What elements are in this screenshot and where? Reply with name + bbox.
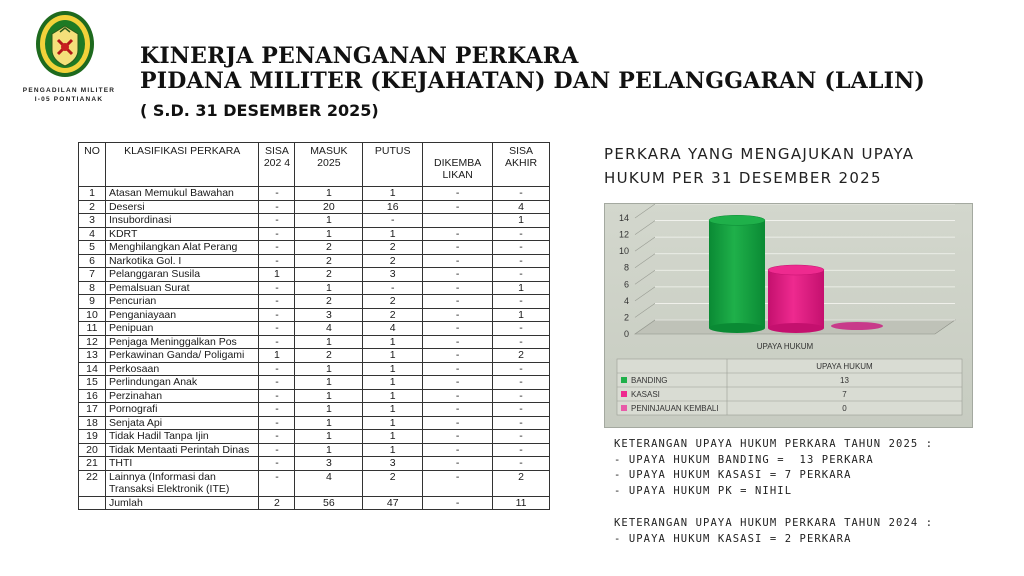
cell-putus: 2 bbox=[363, 470, 423, 496]
cell-putus: 4 bbox=[363, 322, 423, 336]
cell-dikembalikan: - bbox=[423, 416, 493, 430]
legend-label: KASASI bbox=[631, 390, 660, 399]
cell-sisa-akhir: 2 bbox=[493, 349, 550, 363]
cell-klasifikasi: Pornografi bbox=[105, 403, 259, 417]
cell-klasifikasi: Senjata Api bbox=[105, 416, 259, 430]
cell-sisa-2024: - bbox=[259, 281, 295, 295]
gridline-diag bbox=[635, 237, 655, 251]
table-row bbox=[79, 362, 550, 376]
cell-no: 1 bbox=[79, 187, 106, 201]
logo-caption-line-2: I-05 PONTIANAK bbox=[34, 96, 104, 103]
cell-dikembalikan: - bbox=[423, 187, 493, 201]
cell-no bbox=[79, 496, 106, 510]
cell-sisa-akhir: - bbox=[493, 335, 550, 349]
cell-putus: 3 bbox=[363, 268, 423, 282]
cell-dikembalikan: - bbox=[423, 227, 493, 241]
note-2025-pk: - UPAYA HUKUM PK = NIHIL bbox=[614, 484, 793, 497]
cell-masuk: 1 bbox=[295, 430, 363, 444]
cell-dikembalikan: - bbox=[423, 281, 493, 295]
cell-klasifikasi: Tidak Hadil Tanpa Ijin bbox=[105, 430, 259, 444]
cell-no: 13 bbox=[79, 349, 106, 363]
cell-sisa-2024: 2 bbox=[259, 496, 295, 510]
court-emblem-logo bbox=[34, 10, 96, 80]
cell-dikembalikan: - bbox=[423, 200, 493, 214]
cell-putus: 1 bbox=[363, 376, 423, 390]
chart-heading bbox=[604, 142, 914, 190]
legend-swatch bbox=[621, 391, 627, 397]
cell-sisa-akhir: 2 bbox=[493, 470, 550, 496]
cell-masuk: 1 bbox=[295, 403, 363, 417]
bar-peninjauan-kembali bbox=[831, 322, 883, 330]
cell-sisa-2024: - bbox=[259, 443, 295, 457]
chart-panel bbox=[604, 203, 973, 428]
cell-masuk: 4 bbox=[295, 470, 363, 496]
cell-sisa-2024: 1 bbox=[259, 268, 295, 282]
cell-no: 9 bbox=[79, 295, 106, 309]
cell-klasifikasi: Menghilangkan Alat Perang bbox=[105, 241, 259, 255]
cell-sisa-2024: - bbox=[259, 308, 295, 322]
cell-klasifikasi: Perlindungan Anak bbox=[105, 376, 259, 390]
cell-sisa-akhir: - bbox=[493, 268, 550, 282]
cell-no: 4 bbox=[79, 227, 106, 241]
cell-masuk: 1 bbox=[295, 389, 363, 403]
table-row bbox=[79, 227, 550, 241]
table-row bbox=[79, 200, 550, 214]
table-row bbox=[79, 470, 550, 496]
cell-putus: 16 bbox=[363, 200, 423, 214]
cell-sisa-akhir: - bbox=[493, 187, 550, 201]
cell-sisa-2024: - bbox=[259, 403, 295, 417]
cell-sisa-akhir: - bbox=[493, 389, 550, 403]
cell-klasifikasi: Pelanggaran Susila bbox=[105, 268, 259, 282]
y-tick-label: 6 bbox=[623, 279, 629, 290]
cell-dikembalikan: - bbox=[423, 403, 493, 417]
header-putus: PUTUS bbox=[363, 143, 423, 187]
cell-sisa-akhir: - bbox=[493, 254, 550, 268]
cell-sisa-2024: - bbox=[259, 457, 295, 471]
data-table-value: 0 bbox=[842, 404, 847, 413]
cell-sisa-2024: - bbox=[259, 362, 295, 376]
cell-no: 10 bbox=[79, 308, 106, 322]
gridline-diag bbox=[635, 254, 655, 268]
cell-sisa-2024: - bbox=[259, 200, 295, 214]
gridline-diag bbox=[635, 204, 655, 218]
note-2025-banding: - UPAYA HUKUM BANDING = 13 PERKARA bbox=[614, 453, 874, 466]
cell-no: 12 bbox=[79, 335, 106, 349]
table-row bbox=[79, 416, 550, 430]
note-2025-heading: KETERANGAN UPAYA HUKUM PERKARA TAHUN 2025 : bbox=[614, 438, 934, 450]
table-row bbox=[79, 322, 550, 336]
page-title-line-2: PIDANA MILITER (KEJAHATAN) DAN PELANGGARAN (LALIN) bbox=[140, 68, 926, 94]
cell-masuk: 3 bbox=[295, 457, 363, 471]
cell-no: 14 bbox=[79, 362, 106, 376]
cell-sisa-2024: - bbox=[259, 416, 295, 430]
cell-no: 16 bbox=[79, 389, 106, 403]
gridline-diag bbox=[635, 303, 655, 317]
cell-sisa-2024: - bbox=[259, 241, 295, 255]
logo-caption bbox=[14, 86, 124, 104]
cell-no: 22 bbox=[79, 470, 106, 496]
cell-sisa-2024: - bbox=[259, 430, 295, 444]
cell-putus: - bbox=[363, 281, 423, 295]
cell-putus: 1 bbox=[363, 416, 423, 430]
cell-no: 7 bbox=[79, 268, 106, 282]
y-tick-label: 0 bbox=[623, 329, 629, 339]
header-sisa-2024: SISA 202 4 bbox=[259, 143, 295, 187]
cell-putus: 1 bbox=[363, 389, 423, 403]
cell-klasifikasi: Atasan Memukul Bawahan bbox=[105, 187, 259, 201]
cell-klasifikasi: Perkosaan bbox=[105, 362, 259, 376]
table-row bbox=[79, 295, 550, 309]
data-table-value: 7 bbox=[842, 390, 847, 399]
cell-sisa-2024: - bbox=[259, 254, 295, 268]
bar-base bbox=[768, 323, 824, 333]
table-row bbox=[79, 349, 550, 363]
cell-putus: 1 bbox=[363, 349, 423, 363]
cell-masuk: 1 bbox=[295, 416, 363, 430]
chart-heading-line-2: HUKUM PER 31 DESEMBER 2025 bbox=[604, 169, 882, 187]
table-body bbox=[79, 187, 550, 510]
cell-masuk: 1 bbox=[295, 227, 363, 241]
cell-sisa-akhir: 11 bbox=[493, 496, 550, 510]
cell-dikembalikan: - bbox=[423, 335, 493, 349]
y-tick-label: 12 bbox=[618, 229, 629, 240]
table-header-row bbox=[79, 143, 550, 187]
cell-masuk: 4 bbox=[295, 322, 363, 336]
cell-dikembalikan: - bbox=[423, 268, 493, 282]
cell-no: 3 bbox=[79, 214, 106, 228]
cell-masuk: 1 bbox=[295, 335, 363, 349]
header-dikembalikan-label: DIKEMBA LIKAN bbox=[433, 157, 482, 181]
header-no: NO bbox=[79, 143, 106, 187]
cell-sisa-2024: - bbox=[259, 376, 295, 390]
cell-klasifikasi: Insubordinasi bbox=[105, 214, 259, 228]
cell-sisa-akhir: - bbox=[493, 457, 550, 471]
logo-caption-line-1: PENGADILAN MILITER bbox=[22, 87, 116, 94]
cell-sisa-2024: 1 bbox=[259, 349, 295, 363]
cell-sisa-akhir: - bbox=[493, 416, 550, 430]
cell-sisa-akhir: 1 bbox=[493, 214, 550, 228]
data-table-header: UPAYA HUKUM bbox=[816, 362, 873, 371]
cell-klasifikasi: Jumlah bbox=[105, 496, 259, 510]
cell-no: 6 bbox=[79, 254, 106, 268]
gridline-diag bbox=[635, 221, 655, 235]
y-tick-label: 4 bbox=[623, 295, 629, 306]
y-tick-label: 10 bbox=[618, 246, 629, 257]
cell-masuk: 2 bbox=[295, 349, 363, 363]
table-row bbox=[79, 187, 550, 201]
cell-dikembalikan: - bbox=[423, 254, 493, 268]
note-2024-heading: KETERANGAN UPAYA HUKUM PERKARA TAHUN 2024 : bbox=[614, 517, 934, 529]
cell-sisa-akhir: - bbox=[493, 322, 550, 336]
cell-dikembalikan: - bbox=[423, 457, 493, 471]
cell-klasifikasi: THTI bbox=[105, 457, 259, 471]
cell-no: 21 bbox=[79, 457, 106, 471]
cell-no: 2 bbox=[79, 200, 106, 214]
y-tick-label: 14 bbox=[618, 213, 629, 223]
cell-klasifikasi: Lainnya (Informasi dan Transaksi Elektronik (ITE) bbox=[105, 470, 259, 496]
table-row bbox=[79, 403, 550, 417]
cell-dikembalikan: - bbox=[423, 308, 493, 322]
cell-sisa-2024: - bbox=[259, 322, 295, 336]
cell-putus: 3 bbox=[363, 457, 423, 471]
y-tick-label: 8 bbox=[623, 262, 629, 273]
cell-dikembalikan: - bbox=[423, 362, 493, 376]
cell-dikembalikan: - bbox=[423, 241, 493, 255]
cell-sisa-2024: - bbox=[259, 227, 295, 241]
gridline-diag bbox=[635, 287, 655, 301]
cell-sisa-akhir: - bbox=[493, 403, 550, 417]
y-tick-label: 2 bbox=[623, 312, 629, 323]
page-title bbox=[140, 44, 925, 94]
cell-sisa-2024: - bbox=[259, 470, 295, 496]
cell-masuk: 3 bbox=[295, 308, 363, 322]
cell-putus: 2 bbox=[363, 241, 423, 255]
cell-putus: 1 bbox=[363, 187, 423, 201]
cell-no: 8 bbox=[79, 281, 106, 295]
cell-putus: 1 bbox=[363, 335, 423, 349]
x-axis-label: UPAYA HUKUM bbox=[756, 342, 814, 351]
cell-no: 15 bbox=[79, 376, 106, 390]
cell-sisa-akhir: - bbox=[493, 241, 550, 255]
table-row bbox=[79, 268, 550, 282]
table-row bbox=[79, 308, 550, 322]
table-row bbox=[79, 241, 550, 255]
cell-klasifikasi: Desersi bbox=[105, 200, 259, 214]
cell-sisa-akhir: 1 bbox=[493, 308, 550, 322]
cell-sisa-akhir: - bbox=[493, 362, 550, 376]
cell-no: 20 bbox=[79, 443, 106, 457]
table-row bbox=[79, 281, 550, 295]
cell-putus: 2 bbox=[363, 308, 423, 322]
cell-klasifikasi: Perkawinan Ganda/ Poligami bbox=[105, 349, 259, 363]
table-row bbox=[79, 335, 550, 349]
cell-putus: 1 bbox=[363, 430, 423, 444]
notes-spacer bbox=[614, 499, 933, 516]
cell-sisa-akhir: - bbox=[493, 443, 550, 457]
legend-swatch bbox=[621, 405, 627, 411]
cell-dikembalikan: - bbox=[423, 496, 493, 510]
cell-klasifikasi: Pencurian bbox=[105, 295, 259, 309]
legend-swatch bbox=[621, 377, 627, 383]
cell-klasifikasi: KDRT bbox=[105, 227, 259, 241]
bar-top bbox=[768, 265, 824, 275]
cell-klasifikasi: Narkotika Gol. I bbox=[105, 254, 259, 268]
cell-masuk: 1 bbox=[295, 362, 363, 376]
cell-masuk: 2 bbox=[295, 241, 363, 255]
cell-sisa-2024: - bbox=[259, 335, 295, 349]
cell-sisa-akhir: - bbox=[493, 295, 550, 309]
table-row bbox=[79, 254, 550, 268]
cell-klasifikasi: Perzinahan bbox=[105, 389, 259, 403]
table-total-row bbox=[79, 496, 550, 510]
table-row bbox=[79, 389, 550, 403]
cell-masuk: 1 bbox=[295, 214, 363, 228]
page-subtitle: ( S.D. 31 DESEMBER 2025) bbox=[140, 101, 379, 120]
cell-sisa-2024: - bbox=[259, 389, 295, 403]
header-klasifikasi: KLASIFIKASI PERKARA bbox=[105, 143, 259, 187]
cell-masuk: 1 bbox=[295, 376, 363, 390]
cell-putus: 2 bbox=[363, 254, 423, 268]
data-table-value: 13 bbox=[840, 376, 849, 385]
cell-klasifikasi: Penjaga Meninggalkan Pos bbox=[105, 335, 259, 349]
cell-dikembalikan: - bbox=[423, 443, 493, 457]
cell-sisa-akhir: 4 bbox=[493, 200, 550, 214]
cell-dikembalikan: - bbox=[423, 389, 493, 403]
legend-label: PENINJAUAN KEMBALI bbox=[631, 404, 719, 413]
bar-base bbox=[709, 323, 765, 333]
bar-chart bbox=[605, 204, 974, 429]
cell-masuk: 20 bbox=[295, 200, 363, 214]
cell-putus: 2 bbox=[363, 295, 423, 309]
cell-dikembalikan: - bbox=[423, 349, 493, 363]
cell-no: 17 bbox=[79, 403, 106, 417]
cell-dikembalikan: - bbox=[423, 470, 493, 496]
cell-dikembalikan: - bbox=[423, 430, 493, 444]
cell-putus: 1 bbox=[363, 443, 423, 457]
case-table bbox=[78, 142, 550, 510]
chart-heading-line-1: PERKARA YANG MENGAJUKAN UPAYA bbox=[604, 145, 915, 163]
header-dikembalikan bbox=[423, 143, 493, 187]
cell-putus: 47 bbox=[363, 496, 423, 510]
table-row bbox=[79, 430, 550, 444]
cell-klasifikasi: Penganiayaan bbox=[105, 308, 259, 322]
cell-no: 18 bbox=[79, 416, 106, 430]
cell-klasifikasi: Penipuan bbox=[105, 322, 259, 336]
bar-top bbox=[709, 215, 765, 225]
cell-putus: 1 bbox=[363, 227, 423, 241]
cell-masuk: 1 bbox=[295, 187, 363, 201]
cell-dikembalikan: - bbox=[423, 322, 493, 336]
cell-masuk: 56 bbox=[295, 496, 363, 510]
cell-no: 5 bbox=[79, 241, 106, 255]
cell-masuk: 2 bbox=[295, 268, 363, 282]
cell-sisa-akhir: - bbox=[493, 227, 550, 241]
table-row bbox=[79, 376, 550, 390]
cell-dikembalikan: - bbox=[423, 295, 493, 309]
cell-sisa-2024: - bbox=[259, 295, 295, 309]
table-row bbox=[79, 457, 550, 471]
table-row bbox=[79, 443, 550, 457]
gridline-diag bbox=[635, 270, 655, 284]
cell-klasifikasi: Pemalsuan Surat bbox=[105, 281, 259, 295]
cell-masuk: 2 bbox=[295, 295, 363, 309]
note-2025-kasasi: - UPAYA HUKUM KASASI = 7 PERKARA bbox=[614, 469, 852, 481]
header-masuk-2025: MASUK 2025 bbox=[295, 143, 363, 187]
cell-dikembalikan: - bbox=[423, 376, 493, 390]
table-row bbox=[79, 214, 550, 228]
cell-sisa-akhir: - bbox=[493, 430, 550, 444]
cell-sisa-akhir: 1 bbox=[493, 281, 550, 295]
legend-label: BANDING bbox=[631, 376, 668, 385]
cell-sisa-akhir: - bbox=[493, 376, 550, 390]
page-title-line-1: KINERJA PENANGANAN PERKARA bbox=[140, 43, 579, 69]
bar-banding bbox=[709, 220, 765, 328]
notes-block bbox=[614, 437, 933, 547]
cell-no: 19 bbox=[79, 430, 106, 444]
cell-putus: 1 bbox=[363, 362, 423, 376]
cell-dikembalikan bbox=[423, 214, 493, 228]
cell-putus: - bbox=[363, 214, 423, 228]
note-2024-kasasi: - UPAYA HUKUM KASASI = 2 PERKARA bbox=[614, 532, 852, 545]
cell-klasifikasi: Tidak Mentaati Perintah Dinas bbox=[105, 443, 259, 457]
cell-masuk: 1 bbox=[295, 281, 363, 295]
header-sisa-akhir: SISA AKHIR bbox=[493, 143, 550, 187]
cell-sisa-2024: - bbox=[259, 187, 295, 201]
cell-putus: 1 bbox=[363, 403, 423, 417]
cell-masuk: 1 bbox=[295, 443, 363, 457]
cell-masuk: 2 bbox=[295, 254, 363, 268]
cell-sisa-2024: - bbox=[259, 214, 295, 228]
cell-no: 11 bbox=[79, 322, 106, 336]
bar-kasasi bbox=[768, 270, 824, 328]
